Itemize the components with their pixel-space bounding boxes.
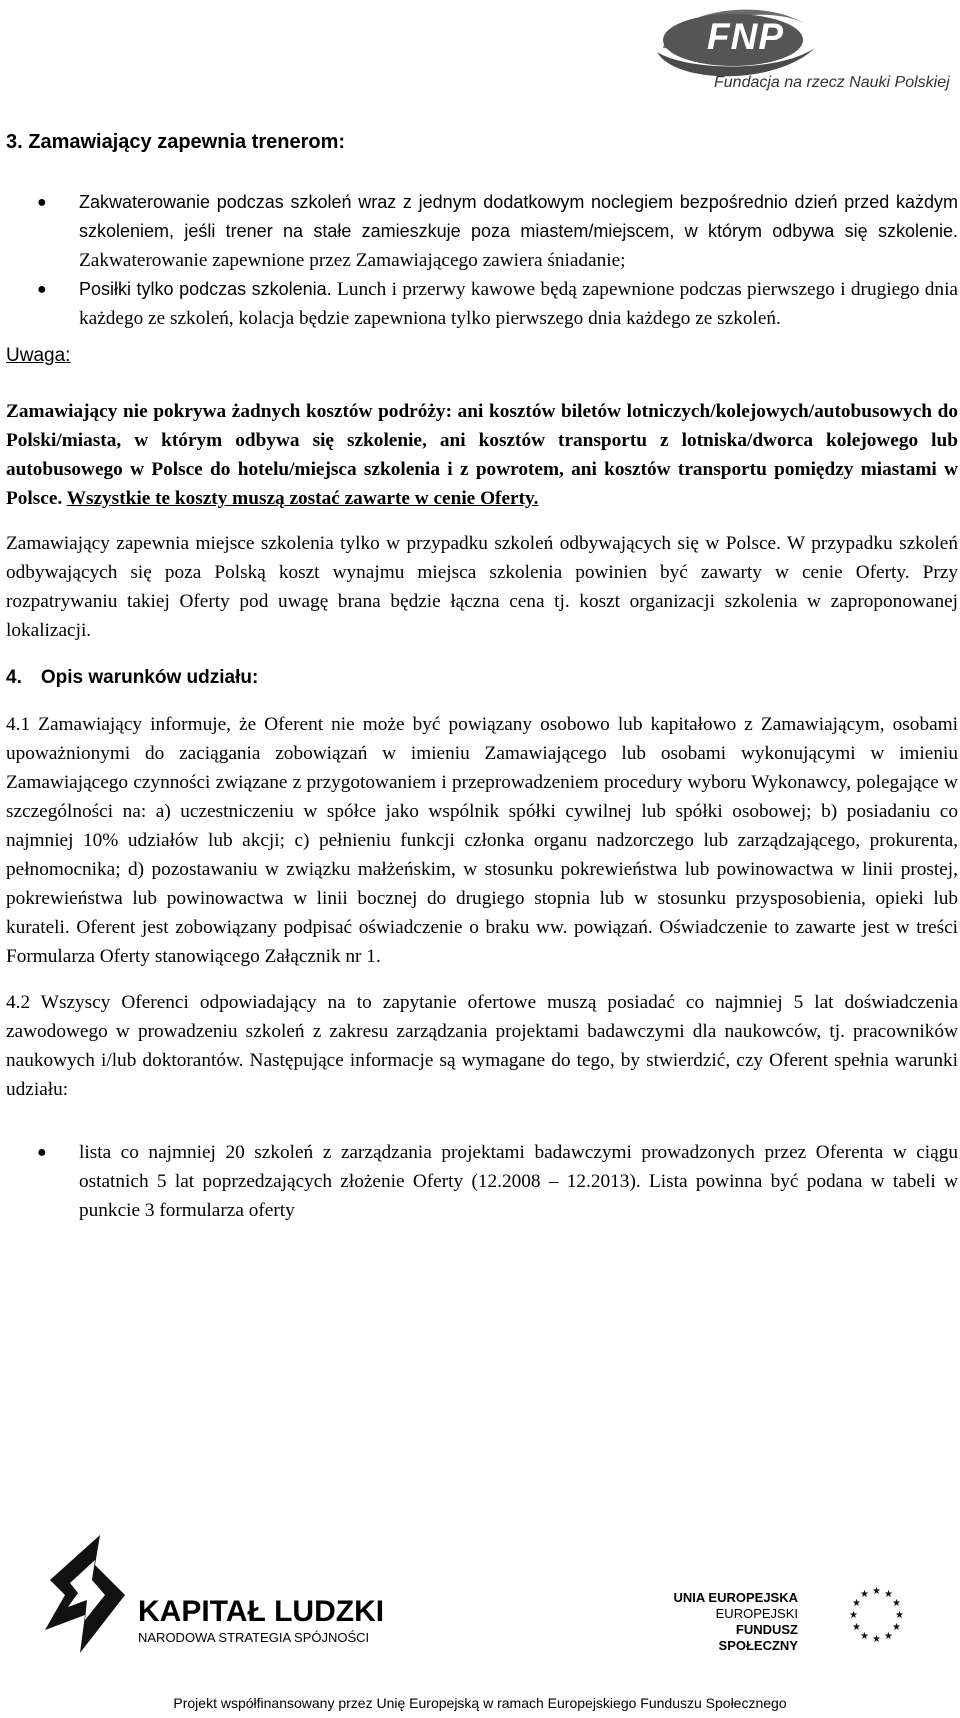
svg-text:★: ★ [872, 1634, 881, 1645]
eu-flag-icon [836, 1584, 916, 1648]
kapital-ludzki-icon [40, 1535, 130, 1655]
svg-text:★: ★ [892, 1622, 901, 1633]
svg-text:★: ★ [872, 1586, 881, 1597]
note-label: Uwaga: [6, 345, 71, 366]
svg-text:★: ★ [892, 1598, 901, 1609]
eu-line-2: EUROPEJSKI [715, 1606, 798, 1621]
footer-note: Projekt współfinansowany przez Unię Europejską w ramach Europejskiego Funduszu Społecznego [173, 1695, 787, 1711]
svg-text:★: ★ [884, 1631, 893, 1642]
note-underlined-text: Wszystkie te koszty muszą zostać zawarte w cenie Oferty. [66, 488, 539, 509]
svg-text:★: ★ [860, 1631, 869, 1642]
note-paragraph [6, 397, 958, 513]
bullet-icon: ● [37, 194, 47, 211]
svg-text:★: ★ [849, 1610, 858, 1621]
svg-text:★: ★ [852, 1598, 861, 1609]
eu-line-1: UNIA EUROPEJSKA [673, 1590, 798, 1605]
svg-text:★: ★ [884, 1589, 893, 1600]
paragraph-4-2: 4.2 Wszyscy Oferenci odpowiadający na to zapytanie ofertowe muszą posiadać co najmniej 5 lat doświadczenia zawodowego w prowadzeniu szkoleń z zakresu zarządzania projektami badawczymi dla naukowców, tj. pracowników naukowych i/lub doktorantów. Następujące informacje są wymagane do tego, by stwierdzić, czy Oferent spełnia warunki udziału: [6, 992, 958, 1100]
paragraph-4-1: 4.1 Zamawiający informuje, że Oferent nie może być powiązany osobowo lub kapitałowo z Zamawiającym, osobami upoważnionymi do zaciągania zobowiązań w imieniu Zamawiającego lub osobami wykonującymi w imieniu Zamawiającego czynności związane z przygotowaniem i przeprowadzeniem procedury wyboru Wykonawcy, polegające w szczególności na: a) uczestniczeniu w spółce jako wspólnik spółki cywilnej lub spółki osobowej; b) posiadaniu co najmniej 10% udziałów lub akcji; c) pełnieniu funkcji członka organu nadzorczego lub zarządzającego, prokurenta, pełnomocnika; d) pozostawaniu w związku małżeńskim, w stosunku pokrewieństwa lub powinowactwa w linii prostej, pokrewieństwa lub powinowactwa w linii bocznej do drugiego stopnia lub w stosunku przysposobienia, opieki lub kurateli. Oferent jest zobowiązany podpisać oświadczenie o braku ww. powiązań. Oświadczenie to zawarte jest w treści Formularza Oferty stanowiącego Załącznik nr 1. [6, 714, 958, 967]
bullet-text-tail: Lunch i przerwy kawowe będą zapewnione podczas pierwszego i drugiego dnia każdego ze szkoleń, kolacja będzie zapewniona tylko pierwszego dnia każdego ze szkoleń. [79, 279, 958, 329]
bullet-text: Zakwaterowanie podczas szkoleń wraz z jednym dodatkowym noclegiem bezpośrednio dzień przed każdym szkoleniem, jeśli trener na stałe zamieszkuje poza miastem/miejscem, w którym odbywa się szkolenie. [79, 192, 958, 241]
svg-text:★: ★ [852, 1622, 861, 1633]
kapital-ludzki-logo [40, 1535, 400, 1655]
svg-text:★: ★ [860, 1589, 869, 1600]
kapital-ludzki-subtitle: NARODOWA STRATEGIA SPÓJNOŚCI [138, 1630, 370, 1645]
fnp-logo-subtitle: Fundacja na rzecz Nauki Polskiej [714, 74, 950, 91]
svg-text:★: ★ [895, 1610, 904, 1621]
fnp-logo-text: FNP [707, 16, 784, 57]
venue-paragraph: Zamawiający zapewnia miejsce szkolenia tylko w przypadku szkoleń odbywających się w Polsce. W przypadku szkoleń odbywających się poza Polską koszt wynajmu miejsca szkolenia powinien być zawarty w cenie Oferty. Przy rozpatrywaniu takiej Oferty pod uwagę brana będzie łączna cena tj. koszt organizacji szkolenia w zaproponowanej lokalizacji. [6, 533, 958, 641]
eu-text [673, 1590, 798, 1654]
bullet-icon: ● [37, 1144, 47, 1161]
list-item [6, 188, 958, 275]
eu-line-3: FUNDUSZ SPOŁECZNY [718, 1622, 798, 1653]
list-item [6, 275, 958, 333]
note-text: Zamawiający nie pokrywa żadnych kosztów podróży: ani kosztów biletów lotniczych/kolejowych/autobusowych do Polski/miasta, w którym odbywa się szkolenie, ani kosztów transportu z lotniska/dworca kolejowego lub autobusowego w Polsce do hotelu/miejsca szkolenia i z powrotem, ani kosztów transportu pomiędzy miastami w Polsce. [6, 401, 958, 509]
list-item [6, 1138, 958, 1225]
bullet-text-tail: Zakwaterowanie zapewnione przez Zamawiającego zawiera śniadanie; [79, 250, 626, 271]
kapital-ludzki-title: KAPITAŁ LUDZKI [138, 1595, 385, 1628]
section-4-heading: 4. Opis warunków udziału: [6, 667, 259, 688]
section-3-heading: 3. Zamawiający zapewnia trenerom: [6, 131, 346, 153]
document-body [6, 128, 958, 1225]
section-4-list [6, 1138, 958, 1225]
bullet-text: lista co najmniej 20 szkoleń z zarządzania projektami badawczymi prowadzonych przez Oferenta w ciągu ostatnich 5 lat poprzedzających złożenie Oferty (12.2008 – 12.2013). Lista powinna być podana w tabeli w punkcie 3 formularza oferty [79, 1142, 958, 1221]
section-3-list [6, 188, 958, 333]
bullet-text: Posiłki tylko podczas szkolenia. [79, 279, 332, 299]
eu-logo [673, 1586, 958, 1660]
bullet-icon: ● [37, 281, 47, 298]
fnp-logo [655, 0, 955, 100]
